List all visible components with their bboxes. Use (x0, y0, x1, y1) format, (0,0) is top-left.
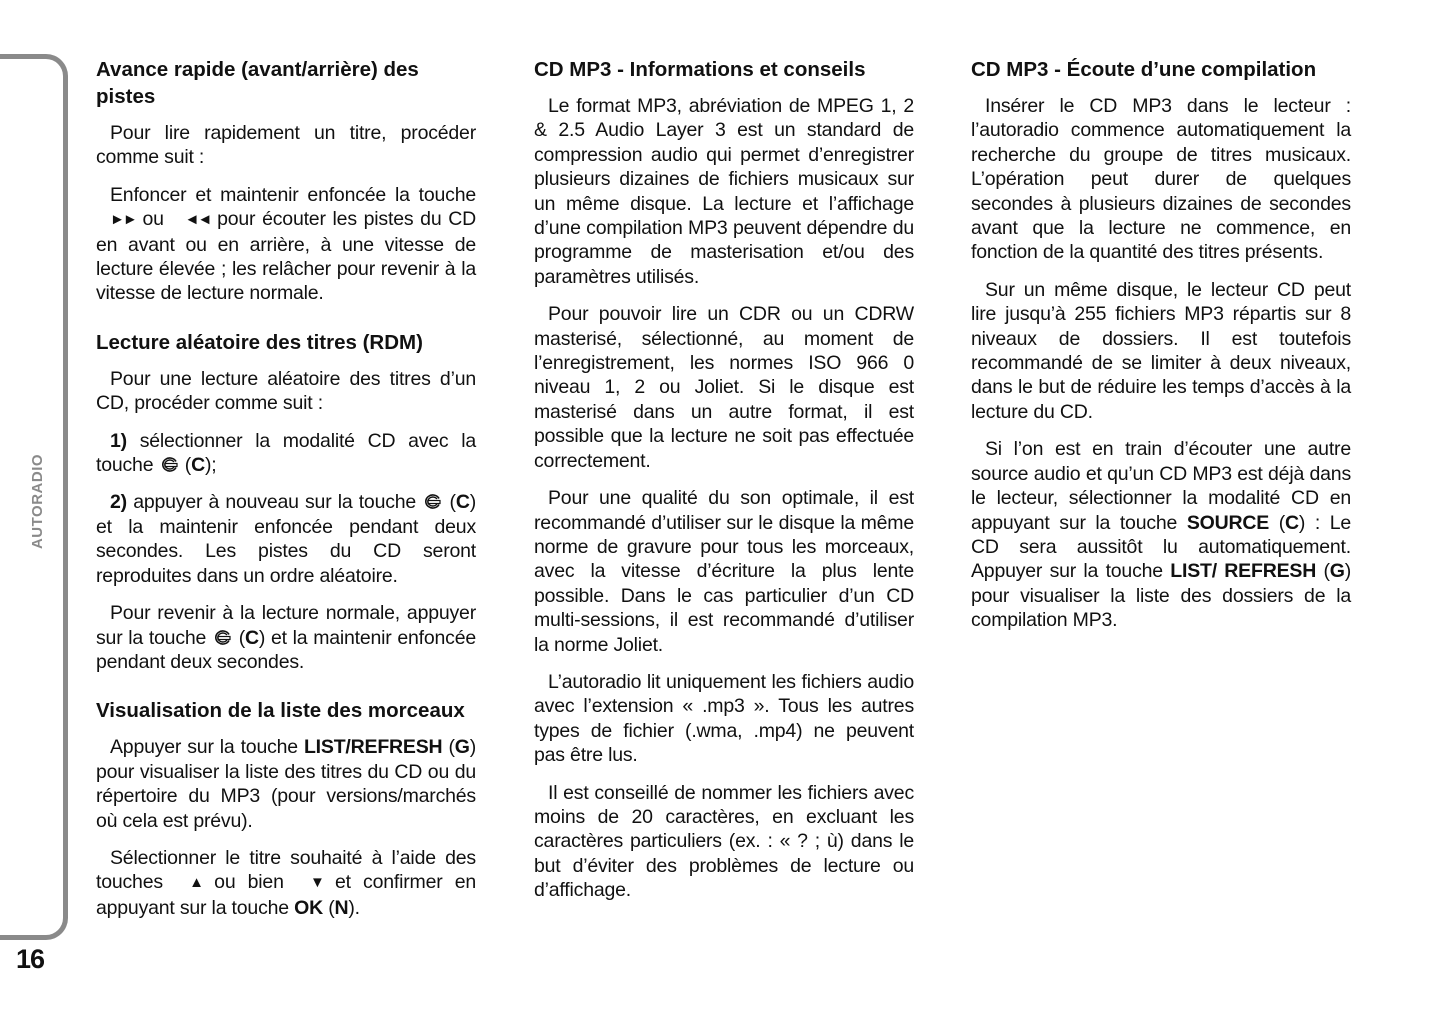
heading-random-play: Lecture aléatoire des titres (RDM) (96, 330, 423, 354)
paragraph: Enfoncer et maintenir enfoncée la touche ►► ou ◄◄ pour écouter les pistes du CD en avant ou en arrière, à une vitesse de lecture élevée ; les relâcher pour revenir à la vitesse de lecture normale. (96, 183, 477, 305)
column-middle (534, 56, 914, 916)
paragraph: L’autoradio lit uniquement les fichiers audio avec l’extension « .mp3 ». Tous les autres types de fichier (.wma, .mp4) ne peuvent pas être lus. (534, 670, 914, 767)
paragraph: Pour lire rapidement un titre, procéder comme suit : (96, 122, 476, 169)
paragraph: Pour une qualité du son optimale, il est recommandé d’utiliser sur le disque la même norme de gravure pour tous les morceaux, avec la vitesse d’écriture la plus lente possible. Dans le cas particulier d’un CD multi-sessions, il est recommandé d’utiliser la norme Joliet. (534, 487, 914, 656)
heading-fast-forward: Avance rapide (avant/arrière) des pistes (96, 58, 419, 108)
heading-mp3-compilation: CD MP3 - Écoute d’une compilation (971, 58, 1317, 81)
section-tab (24, 453, 52, 549)
column-right (971, 56, 1351, 646)
cd-mode-icon (160, 456, 179, 473)
heading-mp3-info: CD MP3 - Informations et conseils (534, 58, 866, 81)
down-arrow-icon: ▼ (309, 874, 323, 892)
paragraph: 1) sélectionner la modalité CD avec la touche (C); (96, 429, 476, 477)
paragraph: Il est conseillé de nommer les fichiers avec moins de 20 caractères, en excluant les caractères particuliers (ex. : « ? ; ù) dans le but d’éviter des problèmes de lecture ou d’affichage. (534, 781, 914, 902)
paragraph: Pour une lecture aléatoire des titres d’un CD, procéder comme suit : (96, 367, 476, 415)
cd-mode-icon (213, 629, 232, 646)
paragraph: Sélectionner le titre souhaité à l’aide des touches ▲ ou bien ▼ et confirmer en appuyant sur la touche OK (N). (96, 846, 477, 919)
paragraph: Pour pouvoir lire un CDR ou un CDRW masterisé, sélectionné, au moment de l’enregistrement, les normes ISO 966 0 niveau 1, 2 ou Joliet. Si le disque est masterisé dans un autre format, il est possible que la lecture ne soit pas effectuée correctement. (534, 303, 914, 472)
paragraph: Le format MP3, abréviation de MPEG 1, 2 & 2.5 Audio Layer 3 est un standard de compression audio qui permet d’enregistrer plusieurs dizaines de fichiers musicaux sur un même disque. La lecture et l’affichage d’une compilation MP3 peuvent dépendre du programme de masterisation et/ou des paramètres utilisés. (534, 95, 914, 288)
paragraph: Si l’on est en train d’écouter une autre source audio et qu’un CD MP3 est déjà dans le lecteur, sélectionner la modalité CD en appuyant sur la touche SOURCE (C) : Le CD sera aussitôt lu automatiquement. Appuyer sur la touche LIST/ REFRESH (G) pour visualiser la liste des dossiers de la compilation MP3. (971, 438, 1352, 632)
paragraph: Insérer le CD MP3 dans le lecteur : l’autoradio commence automatiquement la recherche du groupe de titres musicaux. L’opération peut durer de quelques secondes à plusieurs dizaines de secondes avant que la lecture ne commence, en fonction de la quantité des titres présents. (971, 95, 1351, 264)
rewind-icon: ◄◄ (184, 211, 211, 229)
paragraph: Pour revenir à la lecture normale, appuyer sur la touche (C) et la maintenir enfoncée pendant deux secondes. (96, 602, 477, 673)
up-arrow-icon: ▲ (189, 874, 202, 892)
paragraph: 2) appuyer à nouveau sur la touche (C) et la maintenir enfoncée pendant deux secondes. Les pistes du CD seront reproduites dans un ordre aléatoire. (96, 491, 477, 587)
fast-forward-icon: ►► (110, 211, 136, 229)
column-left (96, 56, 476, 933)
page-number: 16 (16, 944, 45, 974)
cd-mode-icon (423, 493, 442, 510)
paragraph: Sur un même disque, le lecteur CD peut lire jusqu’à 255 fichiers MP3 répartis sur 8 niveaux de dossiers. Il est toutefois recommandé de se limiter à deux niveaux, dans le but de réduire les temps d’accès à la lecture du CD. (971, 278, 1351, 423)
heading-track-list: Visualisation de la liste des morceaux (96, 699, 465, 723)
paragraph: Appuyer sur la touche LIST/REFRESH (G) pour visualiser la liste des titres du CD ou du répertoire du MP3 (pour versions/marchés où cela est prévu). (96, 736, 477, 832)
section-tab-label: AUTORADIO (29, 453, 47, 549)
